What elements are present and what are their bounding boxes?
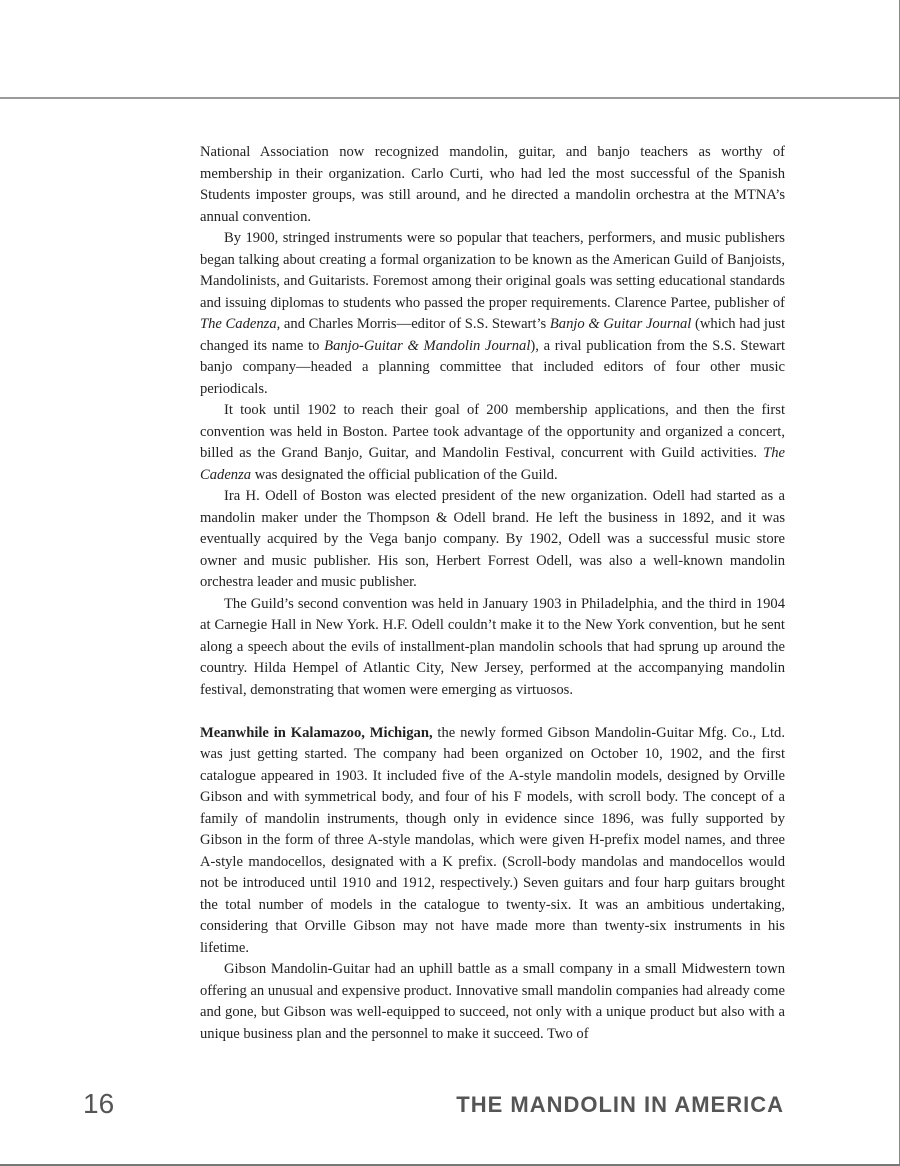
paragraph-7: Gibson Mandolin-Guitar had an uphill battle as a small company in a small Midwestern town offering an unusual and expensive product. Innovative small mandolin companies had already come and gone, but Gibson was well-equipped to succeed, not only with a unique product but also with a unique business plan and the personnel to make it succeed. Two of bbox=[200, 961, 785, 1042]
body-text bbox=[200, 142, 785, 1045]
section-lead-in: Meanwhile in Kalamazoo, Michigan, bbox=[200, 724, 433, 741]
paragraph-6: Meanwhile in Kalamazoo, Michigan, the newly formed Gibson Mandolin-Guitar Mfg. Co., Ltd. was just getting started. The company had been organized on October 10, 1902, and the first catalogue appeared in 1903. It included five of the A-style mandolin models, designed by Orville Gibson and with symmetrical body, and four of his F models, with scroll body. The concept of a family of mandolin instruments, though only in evidence since 1896, was fully supported by Gibson in the form of three A-style mandolas, which were given H-prefix model names, and three A-style mandocellos, designated with a K prefix. (Scroll-body mandolas and mandocellos would not be introduced until 1910 and 1912, respectively.) Seven guitars and four harp guitars brought the total number of models in the catalogue to twenty-six. It was an ambitious undertaking, considering that Orville Gibson may not have made more than twenty-six instruments in his lifetime. bbox=[200, 724, 785, 956]
paragraph-4: Ira H. Odell of Boston was elected president of the new organization. Odell had started as a mandolin maker under the Thompson & Odell brand. He left the business in 1892, and it was eventually acquired by the Vega banjo company. By 1902, Odell was a successful music store owner and music publisher. His son, Herbert Forrest Odell, was also a well-known mandolin orchestra leader and music publisher. bbox=[200, 488, 785, 590]
paragraph-5: The Guild’s second convention was held in January 1903 in Philadelphia, and the third in 1904 at Carnegie Hall in New York. H.F. Odell couldn’t make it to the New York convention, but he sent along a speech about the evils of installment-plan mandolin schools that had sprung up around the country. Hilda Hempel of Atlantic City, New Jersey, performed at the accompanying mandolin festival, demonstrating that women were emerging as virtuosos. bbox=[200, 595, 785, 698]
page-number: 16 bbox=[83, 1088, 115, 1119]
top-rule bbox=[0, 97, 900, 99]
paragraph-1: National Association now recognized mandolin, guitar, and banjo teachers as worthy of membership in their organization. Carlo Curti, who had led the most successful of the Spanish Students imposter groups, was still around, and he directed a mandolin orchestra at the MTNA’s annual convention. bbox=[200, 144, 785, 225]
paragraph-3: It took until 1902 to reach their goal of 200 membership applications, and then the first convention was held in Boston. Partee took advantage of the opportunity and organized a concert, billed as the Grand Banjo, Guitar, and Mandolin Festival, concurrent with Guild activities. The Cadenza was designated the official publication of the Guild. bbox=[200, 402, 785, 483]
running-title: THE MANDOLIN IN AMERICA bbox=[456, 1092, 784, 1117]
paragraph-2: By 1900, stringed instruments were so popular that teachers, performers, and music publishers began talking about creating a formal organization to be known as the American Guild of Banjoists, Mandolinists, and Guitarists. Foremost among their original goals was setting educational standards and issuing diplomas to students who passed the proper requirements. Clarence Partee, publisher of The Cadenza, and Charles Morris—editor of S.S. Stewart’s Banjo & Guitar Journal (which had just changed its name to Banjo-Guitar & Mandolin Journal), a rival publication from the S.S. Stewart banjo company—headed a planning committee that included editors of four other music periodicals. bbox=[200, 230, 786, 397]
